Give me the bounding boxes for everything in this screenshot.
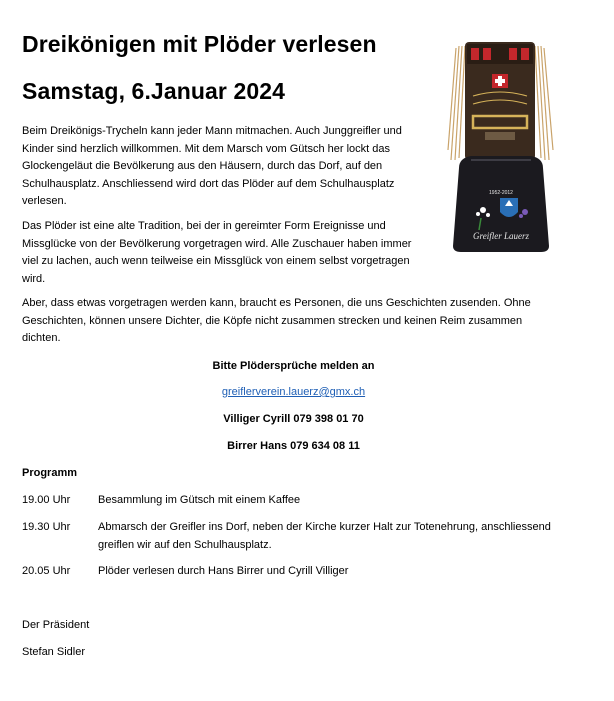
bell-inscription: Greifler Lauerz [473, 231, 529, 241]
programm-text: Besammlung im Gütsch mit einem Kaffee [98, 494, 301, 506]
contact-heading: Bitte Plödersprüche melden an [212, 360, 375, 372]
event-date: Samstag, 6.Januar 2024 [22, 78, 286, 104]
programm-time: 20.05 Uhr [22, 565, 71, 577]
programm-text: Plöder verlesen durch Hans Birrer und Cyrill Villiger [98, 565, 349, 577]
programm-time: 19.30 Uhr [22, 521, 71, 533]
programm-time: 19.00 Uhr [22, 494, 71, 506]
signature-name: Stefan Sidler [22, 646, 85, 658]
intro-paragraph: Beim Dreikönigs-Trycheln kann jeder Mann mitmachen. Auch Junggreifler und Kinder sind herzlich willkommen. Mit dem Marsch vom Gütsch her lockt das Glockengeläut die Bevölkerung aus den Häusern, durch das Dorf, auf den Schulhausplatz. Anschliessend wird dort das Plöder auf dem Schulhausplatz verlesen. [22, 125, 402, 208]
stories-paragraph: Aber, dass etwas vorgetragen werden kann, braucht es Personen, die uns Geschichten zusenden. Ohne Geschichten, können unsere Dichter, die Köpfe nicht zusammen strecken und keinen Reim zusammen dichten. [22, 297, 531, 345]
document-title: Dreikönigen mit Plöder verlesen [22, 31, 377, 57]
bell-years: 1952-2012 [489, 190, 513, 196]
tradition-paragraph: Das Plöder ist eine alte Tradition, bei der in gereimter Form Ereignisse und Missglücke von der Bevölkerung vorgetragen wird. Alle Zuschauer haben immer viel zu lachen, auch wenn teilweise ein Missglück von einem selbst vorgetragen wird. [22, 220, 412, 285]
contact-person-2: Birrer Hans 079 634 08 11 [227, 440, 360, 452]
cowbell-image [445, 40, 557, 256]
email-link[interactable]: greiflerverein.lauerz@gmx.ch [221, 386, 366, 398]
contact-person-1: Villiger Cyrill 079 398 01 70 [223, 413, 364, 425]
programm-heading: Programm [22, 467, 78, 479]
programm-text: Abmarsch der Greifler ins Dorf, neben der Kirche kurzer Halt zur Totenehrung, anschliessend greiflen wir auf den Schulhausplatz. [98, 521, 551, 551]
signature-role: Der Präsident [22, 619, 90, 631]
